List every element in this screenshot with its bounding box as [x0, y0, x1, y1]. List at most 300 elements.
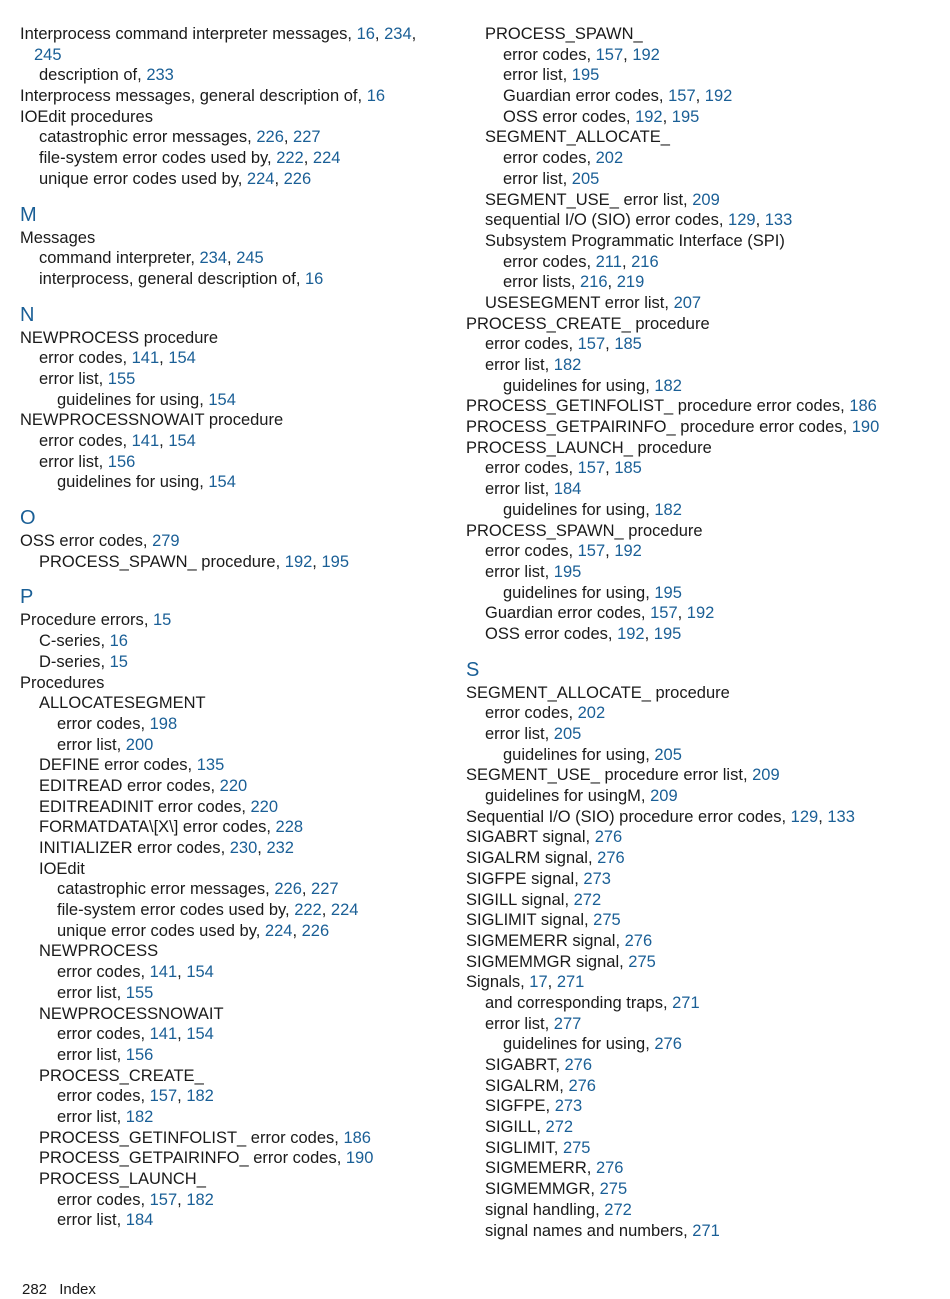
page-link[interactable]: 222: [294, 901, 322, 920]
index-term: PROCESS_GETINFOLIST_ procedure error codes: [466, 397, 841, 416]
index-entry: SIGFPE signal, 273: [466, 869, 611, 888]
page-link[interactable]: 224: [330, 901, 359, 920]
index-entry: [466, 438, 916, 459]
index-entry: guidelines for using, 182: [503, 376, 682, 395]
index-term: error codes: [503, 45, 587, 64]
page-link[interactable]: 224: [312, 149, 341, 168]
page-link[interactable]: 228: [275, 818, 304, 837]
page-link[interactable]: 182: [654, 500, 682, 519]
page-link[interactable]: 271: [556, 973, 585, 992]
index-term: error codes: [39, 432, 123, 450]
index-entry: error list, 182: [57, 1107, 154, 1126]
index-entry: FORMATDATA\[X\] error codes, 228: [39, 818, 304, 837]
index-term: error list: [485, 1014, 545, 1033]
index-term: PROCESS_LAUNCH_: [39, 1170, 206, 1188]
page-link[interactable]: 232: [266, 839, 294, 857]
index-entry: [20, 859, 470, 880]
page-link[interactable]: 192: [704, 87, 733, 106]
index-term: PROCESS_SPAWN_ procedure: [466, 521, 703, 540]
page-link[interactable]: 186: [343, 1128, 371, 1147]
index-entry: SIGILL signal, 272: [466, 890, 602, 909]
index-term: and corresponding traps: [485, 993, 663, 1012]
page-link[interactable]: 276: [624, 931, 653, 950]
page-link[interactable]: 154: [208, 473, 236, 492]
index-entry: error list, 200: [57, 735, 154, 754]
page-link[interactable]: 141: [131, 432, 160, 450]
page-link[interactable]: 192: [284, 552, 313, 571]
index-term: PROCESS_GETINFOLIST_ error codes: [39, 1128, 335, 1147]
index-term: D-series: [39, 652, 101, 671]
index-entry: [20, 410, 470, 431]
page-link[interactable]: 154: [208, 390, 236, 409]
page-link[interactable]: 207: [673, 293, 702, 312]
page-link[interactable]: 275: [562, 1138, 591, 1157]
index-entry: guidelines for using, 154: [57, 390, 236, 409]
page-link[interactable]: 190: [345, 1149, 374, 1168]
index-term: command interpreter: [39, 249, 191, 268]
index-term: unique error codes used by: [39, 169, 238, 188]
page-link[interactable]: 195: [671, 107, 700, 126]
index-term: PROCESS_GETPAIRINFO_ error codes: [39, 1149, 337, 1168]
page-link[interactable]: 16: [109, 632, 128, 651]
index-entry: DEFINE error codes, 135: [39, 756, 225, 775]
index-term: error list: [485, 562, 545, 581]
page-link[interactable]: 226: [283, 169, 312, 188]
index-term: Procedure errors: [20, 611, 144, 630]
index-letter-heading: M: [20, 203, 37, 226]
page-link[interactable]: 230: [229, 839, 258, 857]
index-term: guidelines for using: [503, 500, 646, 519]
index-entry: catastrophic error messages, 226, 227: [39, 128, 321, 147]
index-entry: guidelines for using, 182: [503, 500, 682, 519]
page-link[interactable]: 216: [631, 252, 659, 271]
index-entry: [20, 107, 470, 128]
page-link[interactable]: 233: [146, 66, 174, 85]
index-entry: signal names and numbers, 271: [485, 1221, 720, 1240]
index-entry: PROCESS_SPAWN_ procedure, 192, 195: [39, 552, 349, 571]
index-term: SIGABRT signal: [466, 828, 586, 847]
page-link[interactable]: 279: [152, 532, 180, 551]
index-entry: SIGMEMMGR signal, 275: [466, 952, 656, 971]
index-entry: SIGILL, 272: [485, 1118, 574, 1137]
index-term: NEWPROCESS: [39, 942, 159, 961]
index-entry: and corresponding traps, 271: [485, 993, 700, 1012]
page-link[interactable]: 182: [654, 376, 682, 395]
page-link[interactable]: 276: [597, 849, 625, 868]
index-entry: signal handling, 272: [485, 1200, 632, 1219]
index-term: Guardian error codes: [485, 604, 641, 623]
index-letter-heading: P: [20, 586, 34, 609]
index-term: unique error codes used by: [57, 921, 256, 940]
index-entry: error list, 184: [57, 1211, 154, 1230]
index-term: PROCESS_CREATE_ procedure: [466, 314, 710, 333]
index-term: Guardian error codes: [503, 87, 659, 106]
page-link[interactable]: 192: [686, 604, 715, 623]
page-link[interactable]: 192: [635, 107, 663, 126]
index-entry: [20, 1169, 470, 1190]
index-entry: error codes, 198: [57, 714, 178, 733]
page-link[interactable]: 202: [577, 704, 606, 723]
index-term: Signals: [466, 973, 521, 992]
index-term: error codes: [57, 963, 141, 982]
page-link[interactable]: 157: [595, 45, 624, 64]
index-term: Interprocess command interpreter messages: [20, 25, 348, 43]
page-link[interactable]: 273: [554, 1097, 583, 1116]
page-link[interactable]: 192: [617, 624, 645, 643]
index-entry: [466, 521, 916, 542]
index-entry: Interprocess command interpreter messages, 16, 234,: [20, 25, 417, 43]
index-term: PROCESS_SPAWN_ procedure: [39, 552, 276, 571]
page-link[interactable]: 154: [186, 1025, 214, 1044]
index-entry: OSS error codes, 192, 195: [485, 624, 682, 643]
index-entry: error lists, 216, 219: [503, 273, 645, 292]
index-term: guidelines for using: [503, 745, 646, 764]
index-term: SIGFPE: [485, 1097, 546, 1116]
index-entry: SIGABRT signal, 276: [466, 828, 623, 847]
page-link[interactable]: 192: [614, 542, 642, 561]
index-entry: file-system error codes used by, 222, 224: [39, 149, 341, 168]
index-entry: error codes, 157, 182: [57, 1190, 214, 1209]
page-link[interactable]: 219: [616, 273, 645, 292]
index-entry: SIGFPE, 273: [485, 1097, 583, 1116]
page-link[interactable]: 271: [672, 993, 700, 1012]
index-entry: EDITREAD error codes, 220: [39, 776, 248, 795]
index-entry: [20, 941, 470, 962]
index-term: NEWPROCESSNOWAIT procedure: [20, 411, 284, 430]
page-link[interactable]: 16: [366, 87, 386, 106]
index-term: SIGMEMMGR signal: [466, 952, 620, 971]
index-term: error list: [57, 1045, 117, 1064]
index-term: OSS error codes: [503, 107, 626, 126]
page-link[interactable]: 205: [654, 745, 682, 764]
page-link[interactable]: 272: [545, 1118, 574, 1137]
page-link[interactable]: 226: [256, 128, 284, 147]
page-number: 282: [22, 1281, 48, 1298]
index-term: EDITREADINIT error codes: [39, 797, 242, 816]
page-link[interactable]: 155: [107, 369, 136, 388]
page-link[interactable]: 141: [131, 349, 160, 368]
page-link[interactable]: 133: [764, 211, 793, 230]
page-link[interactable]: 157: [149, 1190, 178, 1209]
page-link[interactable]: 195: [653, 624, 682, 643]
index-entry: SIGLIMIT signal, 275: [466, 911, 621, 930]
page-link[interactable]: 273: [583, 869, 611, 888]
index-entry: PROCESS_GETINFOLIST_ error codes, 186: [39, 1128, 371, 1147]
index-entry: [466, 683, 916, 704]
page-link[interactable]: 15: [109, 652, 128, 671]
index-entry: PROCESS_GETPAIRINFO_ procedure error codes, 190: [466, 418, 880, 437]
index-term: USESEGMENT error list: [485, 293, 665, 312]
page-link[interactable]: 16: [356, 25, 375, 43]
index-term: catastrophic error messages: [57, 880, 266, 899]
page-link[interactable]: 205: [553, 725, 582, 743]
index-term: file-system error codes used by: [39, 149, 268, 168]
index-letter-heading: N: [20, 303, 35, 326]
index-entry: error codes, 202: [485, 704, 606, 723]
index-entry: D-series, 15: [39, 652, 128, 671]
index-term: SEGMENT_USE_ procedure error list: [466, 766, 743, 785]
index-entry: error list, 182: [485, 356, 582, 374]
index-entry: [20, 328, 470, 349]
page-link[interactable]: 185: [614, 459, 642, 478]
index-term: NEWPROCESSNOWAIT: [39, 1004, 224, 1023]
page-link[interactable]: 184: [125, 1211, 154, 1230]
page-link[interactable]: 227: [311, 880, 339, 899]
page-link[interactable]: 271: [692, 1221, 720, 1240]
page-link[interactable]: 224: [246, 169, 275, 188]
index-entry: unique error codes used by, 224, 226: [57, 921, 330, 940]
index-entry: Procedure errors, 15: [20, 611, 172, 630]
index-term: PROCESS_CREATE_: [39, 1066, 204, 1085]
page-link[interactable]: 195: [553, 562, 582, 581]
index-term: signal handling: [485, 1200, 596, 1219]
index-entry: C-series, 16: [39, 632, 128, 651]
index-entry: [20, 1004, 470, 1025]
index-entry: error codes, 157, 185: [485, 459, 642, 478]
index-term: error lists: [503, 273, 571, 292]
index-term: file-system error codes used by: [57, 901, 286, 920]
page-link[interactable]: 195: [654, 583, 682, 602]
index-term: OSS error codes: [20, 532, 143, 551]
index-entry: error codes, 157, 192: [485, 542, 642, 561]
page-link[interactable]: 276: [595, 1159, 624, 1178]
index-entry: error list, 156: [57, 1045, 154, 1064]
index-entry: error codes, 157, 182: [57, 1087, 214, 1106]
page-link[interactable]: 156: [125, 1045, 154, 1064]
page-link[interactable]: 184: [553, 480, 582, 499]
page-link[interactable]: 272: [573, 890, 602, 909]
page-link[interactable]: 157: [577, 335, 606, 354]
index-entry: SIGABRT, 276: [485, 1056, 593, 1074]
page-link[interactable]: 234: [199, 249, 228, 268]
index-term: PROCESS_GETPAIRINFO_ procedure error codes: [466, 418, 843, 437]
index-term: EDITREAD error codes: [39, 776, 211, 795]
index-term: Messages: [20, 228, 96, 247]
index-entry: catastrophic error messages, 226, 227: [57, 880, 339, 899]
page-link[interactable]: 245: [236, 249, 264, 268]
page-link[interactable]: 15: [152, 611, 172, 630]
index-entry: [466, 127, 916, 148]
page-link[interactable]: 155: [125, 983, 154, 1002]
index-term: error codes: [503, 149, 587, 168]
page-link[interactable]: 186: [849, 397, 877, 416]
index-entry: error codes, 157, 185: [485, 335, 642, 354]
index-term: OSS error codes: [485, 624, 608, 643]
page-link[interactable]: 276: [564, 1056, 593, 1074]
page-link[interactable]: 190: [851, 418, 880, 437]
index-term: interprocess, general description of: [39, 269, 296, 288]
page-link[interactable]: 227: [293, 128, 321, 147]
index-term: SIGFPE signal: [466, 869, 575, 888]
index-term: PROCESS_SPAWN_: [485, 25, 643, 43]
page-link[interactable]: 198: [149, 714, 178, 733]
page-link[interactable]: 17: [529, 973, 548, 992]
page-link[interactable]: 182: [186, 1087, 214, 1106]
index-term: error codes: [57, 1087, 141, 1106]
index-entry: guidelines for using, 276: [503, 1035, 682, 1054]
index-entry: Guardian error codes, 157, 192: [485, 604, 715, 623]
index-term: SIGLIMIT signal: [466, 911, 584, 930]
index-term: Subsystem Programmatic Interface (SPI): [485, 231, 785, 250]
index-term: error codes: [39, 349, 123, 368]
page-link[interactable]: 272: [604, 1200, 632, 1219]
index-term: Procedures: [20, 673, 105, 692]
page-link[interactable]: 275: [599, 1180, 628, 1199]
page-link[interactable]: 195: [571, 66, 600, 85]
index-entry: EDITREADINIT error codes, 220: [39, 797, 279, 816]
index-term: error codes: [485, 542, 569, 561]
index-term: NEWPROCESS procedure: [20, 328, 219, 347]
page-link[interactable]: 216: [580, 273, 608, 292]
page-link[interactable]: 211: [595, 252, 622, 271]
page-link[interactable]: 226: [274, 880, 302, 899]
index-column-left: [20, 24, 470, 1231]
index-entry: OSS error codes, 279: [20, 532, 180, 551]
page-link[interactable]: 157: [650, 604, 678, 623]
page-link[interactable]: 154: [168, 349, 196, 368]
page-link[interactable]: 195: [321, 552, 349, 571]
index-entry: error list, 195: [485, 562, 582, 581]
page-link[interactable]: 16: [304, 269, 324, 288]
page-link[interactable]: 157: [577, 459, 606, 478]
index-entry: [466, 231, 916, 252]
page-link[interactable]: 234: [384, 25, 412, 43]
index-term: SEGMENT_ALLOCATE_ procedure: [466, 683, 730, 702]
index-term: error list: [503, 169, 563, 188]
page-link[interactable]: 200: [125, 735, 154, 754]
page-link[interactable]: 220: [219, 776, 248, 795]
page-link[interactable]: 133: [827, 807, 855, 826]
index-term: error list: [39, 369, 99, 388]
page-link[interactable]: 192: [632, 45, 660, 64]
index-term: signal names and numbers: [485, 1221, 684, 1240]
index-term: error list: [57, 1211, 117, 1230]
index-entry: SIGALRM, 276: [485, 1076, 596, 1095]
index-entry: [20, 693, 470, 714]
page-link[interactable]: 182: [553, 356, 582, 374]
index-entry: SIGLIMIT, 275: [485, 1138, 591, 1157]
index-entry: error list, 184: [485, 480, 582, 499]
index-entry: error list, 205: [485, 725, 582, 743]
index-term: guidelines for using: [503, 1035, 646, 1054]
index-entry: error codes, 141, 154: [57, 963, 214, 982]
index-term: guidelines for using: [503, 583, 646, 602]
index-entry: error list, 156: [39, 452, 136, 471]
index-term: FORMATDATA\[X\] error codes: [39, 818, 267, 837]
page-link[interactable]: 220: [250, 797, 279, 816]
index-entry: file-system error codes used by, 222, 224: [57, 901, 359, 920]
page-link[interactable]: 209: [752, 766, 780, 785]
index-entry: SEGMENT_USE_ procedure error list, 209: [466, 766, 780, 785]
index-entry: SIGALRM signal, 276: [466, 849, 625, 868]
index-term: SIGILL signal: [466, 890, 565, 909]
page-link[interactable]: 209: [692, 190, 720, 209]
index-term: DEFINE error codes: [39, 756, 188, 775]
page-link[interactable]: 224: [264, 921, 293, 940]
page-link[interactable]: 157: [577, 542, 606, 561]
index-term: sequential I/O (SIO) error codes: [485, 211, 719, 230]
index-term: error list: [485, 356, 545, 374]
index-entry: [20, 228, 470, 249]
index-term: C-series: [39, 632, 101, 651]
page-link[interactable]: 226: [301, 921, 330, 940]
page-link[interactable]: 185: [614, 335, 642, 354]
page-footer: [22, 1281, 96, 1299]
index-term: description of: [39, 66, 138, 85]
page-link[interactable]: 182: [125, 1107, 154, 1126]
page-link[interactable]: 154: [186, 963, 214, 982]
index-entry: error codes, 202: [503, 149, 624, 168]
page-link[interactable]: 276: [654, 1035, 682, 1054]
index-entry: command interpreter, 234, 245: [39, 249, 264, 268]
index-entry: unique error codes used by, 224, 226: [39, 169, 312, 188]
index-entry: error codes, 141, 154: [57, 1025, 214, 1044]
index-column-right: [466, 24, 916, 1241]
page-link[interactable]: 129: [728, 211, 756, 230]
page-link[interactable]: 276: [594, 828, 623, 847]
index-entry: PROCESS_GETPAIRINFO_ error codes, 190: [39, 1149, 374, 1168]
page-link[interactable]: 157: [668, 87, 696, 106]
index-term: INITIALIZER error codes: [39, 839, 221, 857]
page-link[interactable]: 154: [168, 432, 196, 450]
page-link[interactable]: 245: [34, 45, 62, 64]
page-link[interactable]: 277: [553, 1014, 582, 1033]
page-link[interactable]: 141: [149, 1025, 178, 1044]
index-entry: sequential I/O (SIO) error codes, 129, 133: [485, 211, 793, 230]
page-link[interactable]: 202: [595, 149, 624, 168]
index-term: SIGABRT: [485, 1056, 556, 1074]
index-term: error codes: [57, 1190, 141, 1209]
index-term: guidelines for using: [503, 376, 646, 395]
page-link[interactable]: 135: [196, 756, 225, 775]
index-term: error codes: [485, 704, 569, 723]
page-link[interactable]: 275: [628, 952, 656, 971]
page-link[interactable]: 209: [650, 787, 678, 806]
page-link[interactable]: 141: [149, 963, 178, 982]
index-entry: Guardian error codes, 157, 192: [503, 87, 733, 106]
page-link[interactable]: 276: [568, 1076, 596, 1095]
index-term: error list: [39, 452, 99, 471]
index-entry: SEGMENT_USE_ error list, 209: [485, 190, 720, 209]
index-entry: interprocess, general description of, 16: [39, 269, 324, 288]
index-term: SIGALRM: [485, 1076, 560, 1095]
index-term: error codes: [485, 335, 569, 354]
index-term: SEGMENT_USE_ error list: [485, 190, 684, 209]
page-link[interactable]: 129: [790, 807, 819, 826]
page-link[interactable]: 157: [149, 1087, 178, 1106]
page-link[interactable]: 275: [593, 911, 621, 930]
index-entry: guidelines for usingM, 209: [485, 787, 678, 806]
index-term: error list: [57, 1107, 117, 1126]
index-term: error codes: [57, 714, 141, 733]
page-link[interactable]: 182: [186, 1190, 214, 1209]
page-link[interactable]: 222: [276, 149, 304, 168]
index-entry: error list, 205: [503, 169, 600, 188]
index-entry: Sequential I/O (SIO) procedure error codes, 129, 133: [466, 807, 855, 826]
index-letter-heading: O: [20, 507, 36, 530]
index-term: error list: [57, 983, 117, 1002]
index-entry: error list, 155: [57, 983, 154, 1002]
index-term: catastrophic error messages: [39, 128, 248, 147]
index-entry: SIGMEMERR, 276: [485, 1159, 624, 1178]
index-letter-heading: S: [466, 658, 480, 681]
page-link[interactable]: 156: [107, 452, 136, 471]
page-link[interactable]: 205: [571, 169, 600, 188]
index-entry: guidelines for using, 195: [503, 583, 682, 602]
index-term: guidelines for using: [57, 390, 200, 409]
index-term: PROCESS_LAUNCH_ procedure: [466, 438, 712, 457]
index-term: error codes: [485, 459, 569, 478]
